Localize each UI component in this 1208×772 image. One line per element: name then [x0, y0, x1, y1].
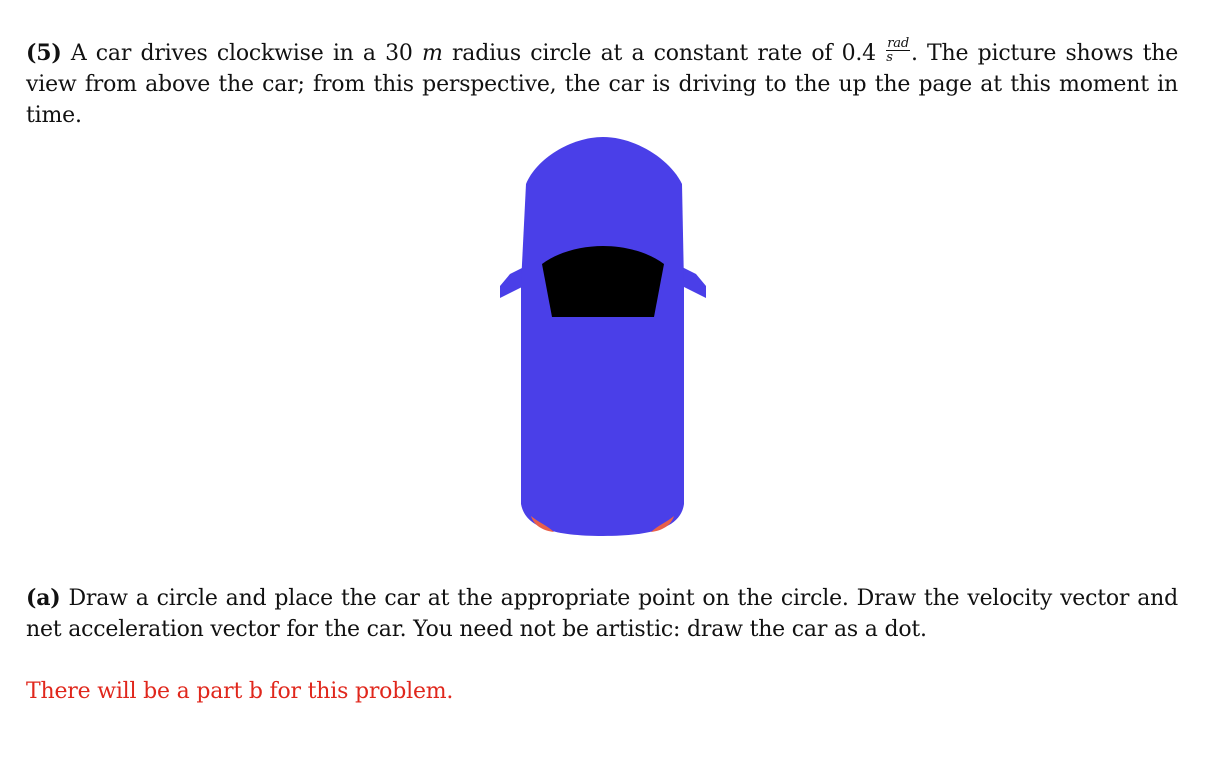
right-mirror [682, 267, 706, 298]
left-mirror [500, 267, 524, 298]
car-top-view-illustration [496, 134, 710, 540]
problem-number: (5) [26, 40, 62, 66]
part-a-question [26, 583, 1178, 645]
unit-meters: m [422, 41, 443, 66]
problem-text-part-1: A car drives clockwise in a 30 [70, 41, 413, 66]
problem-statement [26, 35, 1179, 131]
part-b-note: There will be a part b for this problem. [26, 679, 454, 704]
rate-unit-numerator: rad [887, 35, 909, 51]
part-a-text: Draw a circle and place the car at the appropriate point on the circle. Draw the velocity vector and net acceleration vector for the car. You need not be artistic: draw the car as a dot. [26, 586, 1178, 642]
windshield [542, 246, 664, 317]
problem-text-part-3: . The picture shows the view from above the car; from this perspective, the car is driving to the up the page at this moment in time. [26, 41, 1179, 128]
problem-text-part-2: radius circle at a constant rate of 0.4 [451, 41, 876, 66]
part-a-label: (a) [26, 585, 61, 611]
rate-unit-fraction [886, 37, 910, 64]
rate-unit-denominator: s [886, 49, 893, 65]
car-body [521, 137, 684, 536]
